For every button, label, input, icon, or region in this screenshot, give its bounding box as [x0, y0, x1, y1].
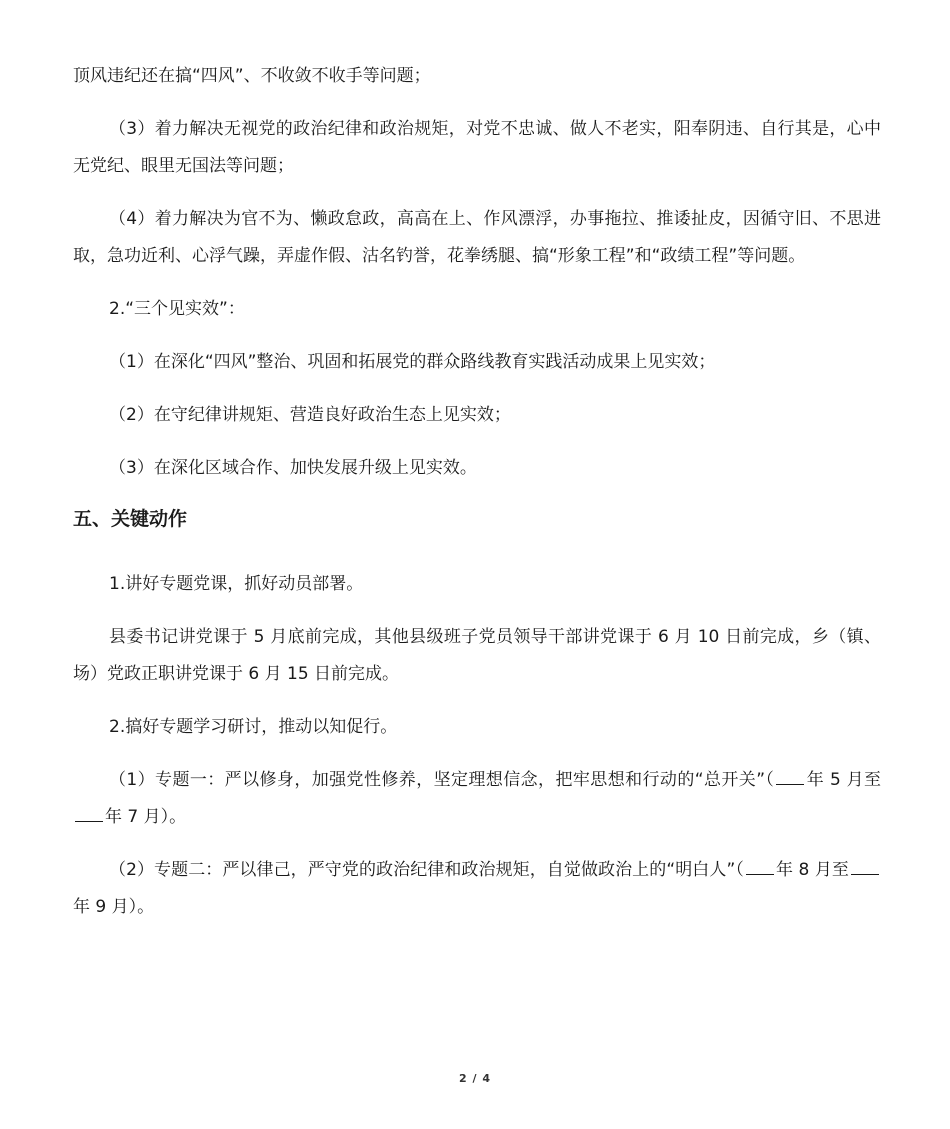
paragraph: （1）在深化“四风”整治、巩固和拓展党的群众路线教育实践活动成果上见实效；: [109, 352, 716, 372]
section-heading: 五、关键动作: [73, 508, 188, 530]
blank-underline: [746, 858, 774, 875]
paragraph: 顶风违纪还在搞“四风”、不收敛不收手等问题；: [73, 66, 431, 86]
document-page: [73, 58, 881, 926]
paragraph-text: 年 5 月至: [806, 770, 882, 790]
paragraph-text: 年 7 月）。: [105, 807, 187, 827]
paragraph: 县委书记讲党课于 5 月底前完成，其他县级班子党员领导干部讲党课于 6 月 10 日前完成，乡（镇、场）党政正职讲党课于 6 月 15 日前完成。: [73, 627, 881, 684]
paragraph-text: （1）专题一：严以修身，加强党性修养，坚定理想信念，把牢思想和行动的“总开关”（: [109, 770, 775, 790]
paragraph-text: 年 9 月）。: [73, 897, 155, 917]
paragraph: [73, 762, 881, 836]
paragraph-text: （2）专题二：严以律己，严守党的政治纪律和政治规矩，自觉做政治上的“明白人”（: [109, 860, 744, 880]
page-number: 2 / 4: [459, 1072, 491, 1085]
blank-underline: [851, 858, 879, 875]
paragraph: 1.讲好专题党课，抓好动员部署。: [109, 574, 364, 594]
blank-underline: [776, 768, 804, 785]
paragraph: （4）着力解决为官不为、懒政怠政，高高在上、作风漂浮，办事拖拉、推诿扯皮，因循守旧、不思进取，急功近利、心浮气躁，弄虚作假、沽名钓誉，花拳绣腿、搞“形象工程”和“政绩工程”等问题。: [73, 209, 881, 266]
paragraph: 2.“三个见实效”：: [109, 299, 245, 319]
blank-underline: [75, 805, 103, 822]
paragraph: （2）在守纪律讲规矩、营造良好政治生态上见实效；: [109, 405, 511, 425]
paragraph-text: 年 8 月至: [775, 860, 850, 880]
paragraph: （3）着力解决无视党的政治纪律和政治规矩，对党不忠诚、做人不老实，阳奉阴违、自行其是，心中无党纪、眼里无国法等问题；: [73, 119, 881, 176]
paragraph: （3）在深化区域合作、加快发展升级上见实效。: [109, 458, 477, 478]
paragraph: 2.搞好专题学习研讨，推动以知促行。: [109, 717, 398, 737]
paragraph: [73, 852, 881, 926]
